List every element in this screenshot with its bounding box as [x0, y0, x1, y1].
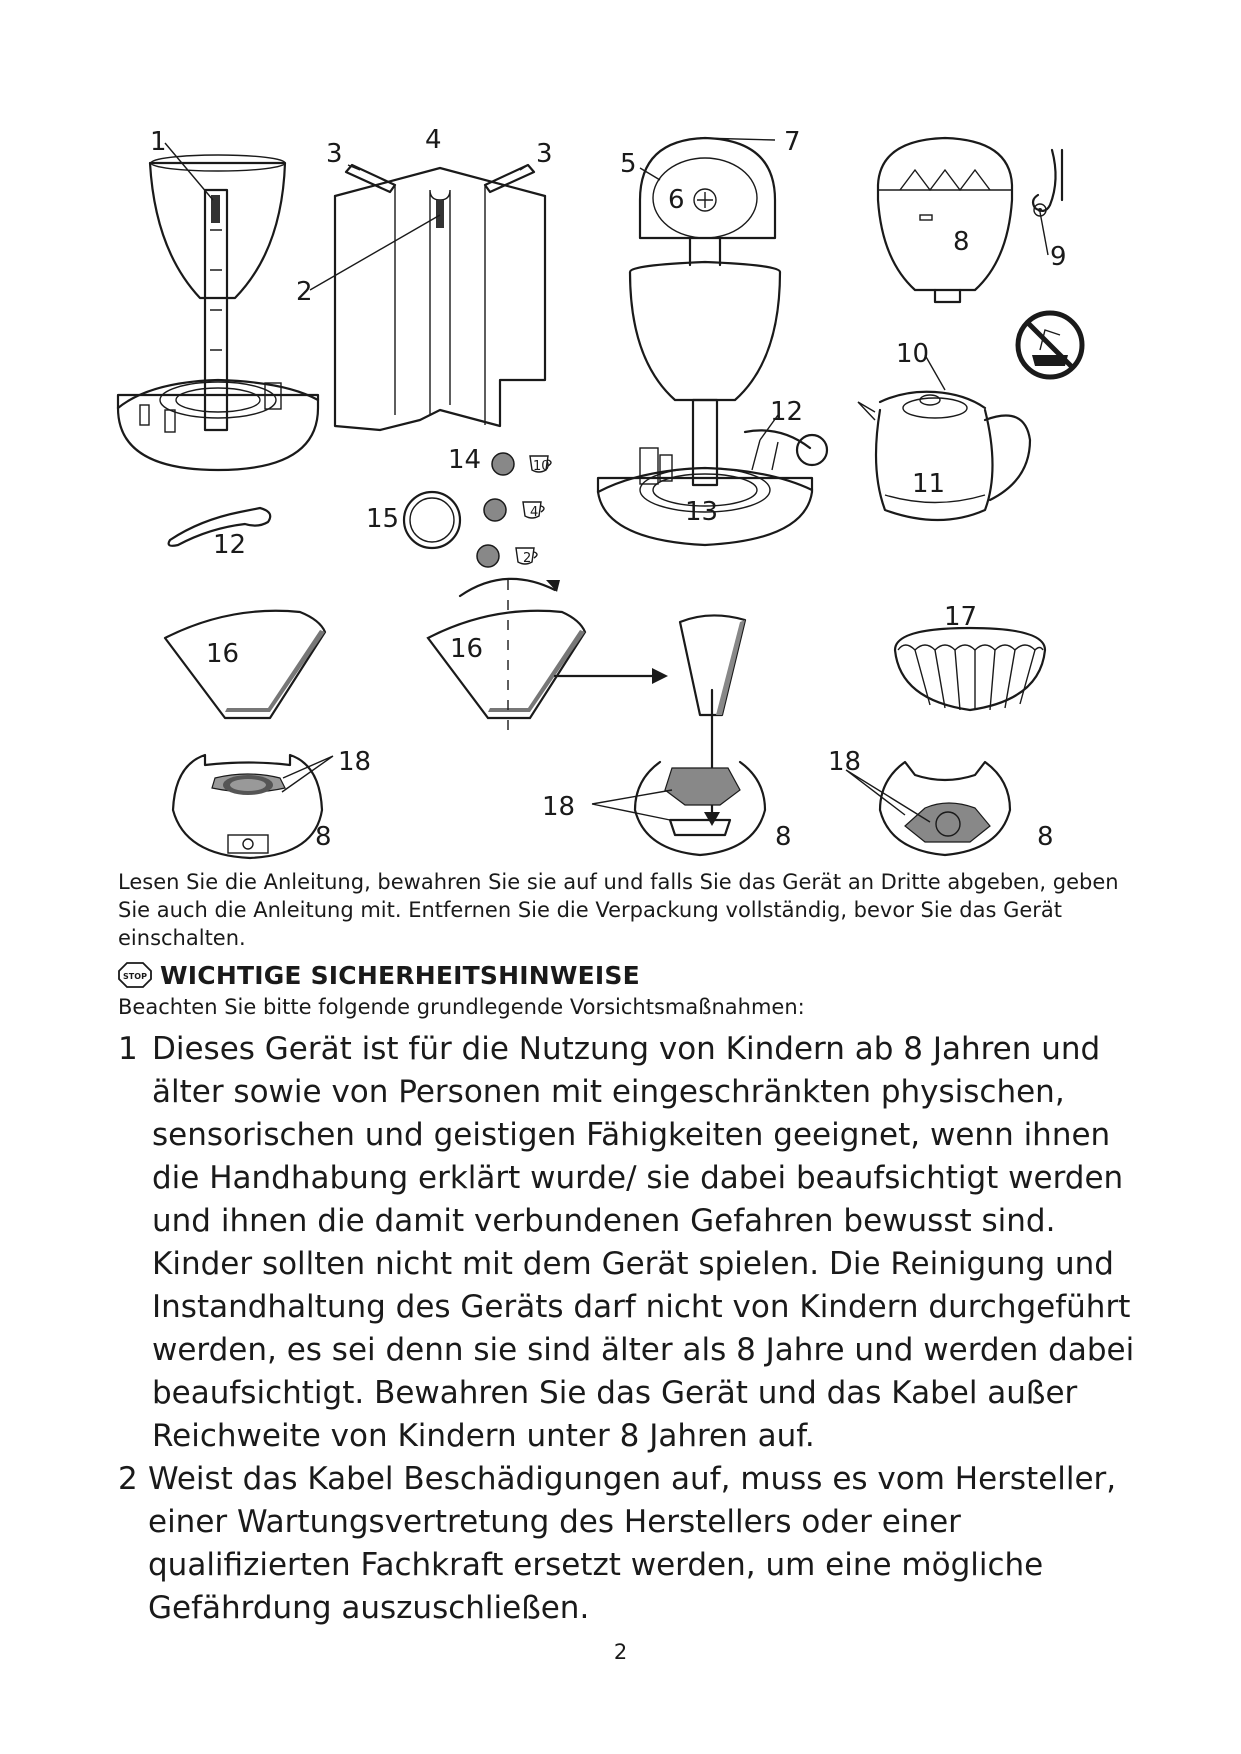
item-number: 1	[118, 1031, 138, 1067]
label-2: 2	[296, 277, 313, 307]
label-5: 5	[620, 149, 637, 179]
label-14: 14	[448, 445, 482, 475]
no-immerse-icon	[1018, 313, 1082, 377]
label-9: 9	[1050, 242, 1067, 272]
page-number: 2	[613, 1640, 628, 1664]
subheading: Beachten Sie bitte folgende grundlegende Vorsichtsmaßnahmen:	[118, 995, 805, 1019]
safety-list	[118, 1028, 1138, 1630]
paper-filters-drawing	[895, 628, 1045, 710]
item-number: 2	[118, 1461, 138, 1497]
label-10: 10	[896, 339, 930, 369]
label-12a: 12	[213, 530, 247, 560]
water-jug-drawing	[858, 392, 1030, 520]
stop-sign-text: STOP	[123, 972, 147, 981]
intro-paragraph: Lesen Sie die Anleitung, bewahren Sie sie auf und falls Sie das Gerät an Dritte abgeben, geben Sie auch die Anleitung mit. Entfernen Sie die Verpackung vollständig, bevor Sie das Gerät einschalten.	[118, 870, 1119, 950]
tank-cover-drawing	[335, 165, 545, 430]
label-1: 1	[150, 127, 167, 157]
label-8d: 8	[1037, 822, 1054, 852]
cup-label-4: 4	[530, 505, 539, 520]
coffee-container-drawing	[878, 138, 1062, 302]
label-17: 17	[944, 602, 978, 632]
label-16a: 16	[206, 639, 240, 669]
section-heading	[118, 958, 1018, 992]
stop-icon	[118, 962, 152, 988]
label-6: 6	[668, 185, 685, 215]
cup-label-10: 10	[533, 459, 550, 474]
label-3b: 3	[536, 139, 553, 169]
label-15: 15	[366, 504, 400, 534]
label-3a: 3	[326, 139, 343, 169]
label-12b: 12	[770, 397, 804, 427]
label-13: 13	[685, 497, 719, 527]
parts-illustration	[0, 0, 1241, 870]
label-7: 7	[784, 127, 801, 157]
heading-text: WICHTIGE SICHERHEITSHINWEISE	[160, 960, 640, 990]
label-11: 11	[912, 469, 946, 499]
machine-base-drawing	[118, 155, 318, 470]
label-8: 8	[953, 227, 970, 257]
label-4: 4	[425, 125, 442, 155]
item-text: Weist das Kabel Beschädigungen auf, muss es vom Hersteller, einer Wartungsvertretung des Herstellers oder einer qualifizierten Fachkraft ersetzt werden, um eine mögliche Gefährdung auszuschließen.	[148, 1461, 1117, 1626]
list-item	[118, 1458, 1138, 1630]
label-8b: 8	[315, 822, 332, 852]
label-18b: 18	[542, 792, 576, 822]
label-18c: 18	[828, 747, 862, 777]
label-18a: 18	[338, 747, 372, 777]
cup-label-2: 2	[523, 551, 532, 566]
label-16b: 16	[450, 634, 484, 664]
list-item	[118, 1028, 1138, 1458]
label-8c: 8	[775, 822, 792, 852]
item-text: Dieses Gerät ist für die Nutzung von Kindern ab 8 Jahren und älter sowie von Personen mit eingeschränkten physischen, sensorischen und geistigen Fähigkeiten geeignet, wenn ihnen die Handhabung erklärt wurde/ sie dabei beaufsichtigt werden und ihnen die damit verbundenen Gefahren bewusst sind. Kinder sollten nicht mit dem Gerät spielen. Die Reinigung und Instandhaltung des Geräts darf nicht von Kindern durchgeführt werden, es sei denn sie sind älter als 8 Jahre und werden dabei beaufsichtigt. Bewahren Sie das Gerät und das Kabel außer Reichweite von Kindern unter 8 Jahren auf.	[152, 1031, 1135, 1454]
machine-open-drawing	[598, 138, 827, 545]
